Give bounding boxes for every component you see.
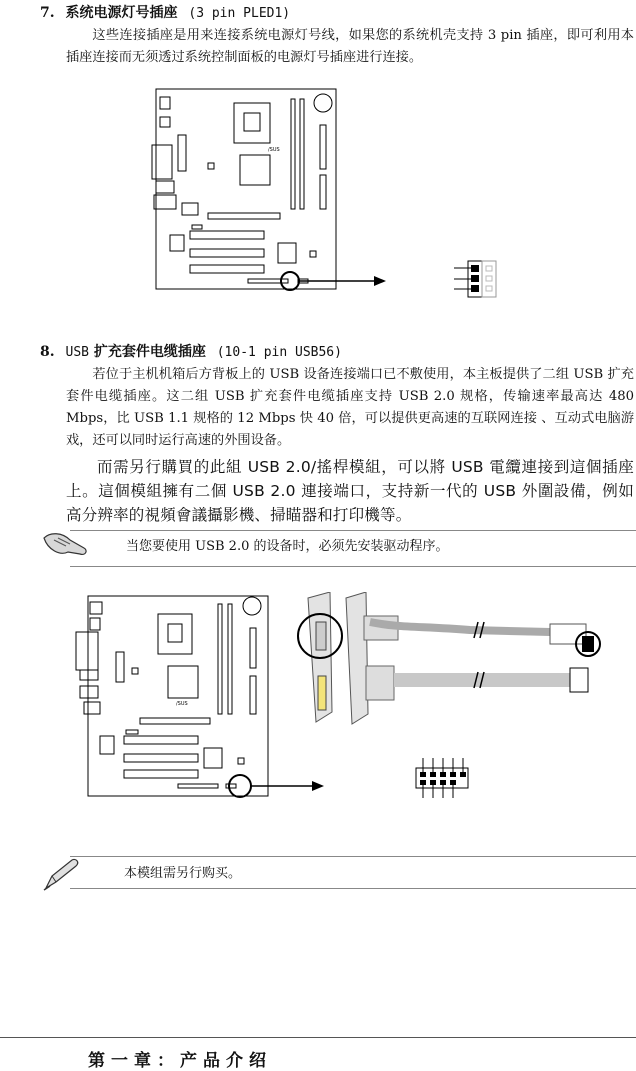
board-logo-2: /SUS — [176, 701, 188, 707]
pled1-pin-connector — [454, 261, 496, 297]
section8-title-pin: (10-1 pin USB56) — [216, 345, 342, 360]
hand-icon — [40, 530, 92, 560]
usb-bracket-module — [298, 592, 600, 724]
section8-paragraph1: 若位于主机机箱后方背板上的 USB 设备连接端口已不敷使用，本主板提供了二组 USB 扩充套件电缆插座。这二组 USB 扩充套件电缆插座支持 USB 2.0 规格，传输速率最高达 480 Mbps，比 USB 1.1 规格的 12 Mbps 快 40 倍，可以提供更高速的互联网连接 、互动式电脑游戏，还可以同时运行高速的外围设备。 — [66, 367, 634, 448]
pen-icon — [40, 858, 80, 892]
footer-rule — [0, 1037, 636, 1038]
motherboard-outline — [156, 89, 336, 289]
note-bottom-rule — [70, 566, 636, 567]
section8-title: 扩充套件电缆插座 — [93, 344, 206, 360]
board-logo: /SUS — [268, 147, 280, 153]
section8-paragraph2: 而需另行購買的此組 USB 2.0/搖桿模組，可以將 USB 電纜連接到這個插座上。這個模組擁有二個 USB 2.0 連接端口，支持新一代的 USB 外圍設備，例如高分辨率的視頻會議攝影機、掃瞄器和打印機等。 — [66, 458, 634, 524]
note-purchase-text: 本模组需另行购买。 — [124, 866, 242, 881]
motherboard-diagram-usb56 — [70, 592, 630, 802]
pled1-highlight-circle — [281, 272, 299, 290]
section7-title-pin: (3 pin PLED1) — [188, 6, 291, 21]
footer-chapter-title: 第一章：产品介绍 — [88, 1051, 272, 1071]
note2-top-rule — [70, 856, 636, 857]
motherboard-diagram-pled1 — [150, 85, 510, 300]
note-top-rule — [70, 530, 636, 531]
section8-heading — [40, 342, 342, 363]
cpu-socket — [234, 103, 270, 143]
section7-paragraph: 这些连接插座是用来连接系统电源灯号线，如果您的系统机壳支持 3 pin 插座，即可利用本插座连接而无须透过系统控制面板的电源灯号插座进行连接。 — [66, 28, 634, 65]
note2-bottom-rule — [70, 888, 636, 889]
usb56-highlight-circle — [229, 775, 251, 797]
section7-heading — [40, 3, 290, 24]
section7-number: 7. — [40, 5, 55, 21]
usb56-pinout — [416, 758, 468, 798]
note-driver-text: 当您要使用 USB 2.0 的设备时，必须先安装驱动程序。 — [126, 539, 449, 554]
section8-title-usb: USB — [65, 345, 89, 360]
section7-title: 系统电源灯号插座 — [65, 5, 178, 21]
section8-number: 8. — [40, 344, 55, 360]
